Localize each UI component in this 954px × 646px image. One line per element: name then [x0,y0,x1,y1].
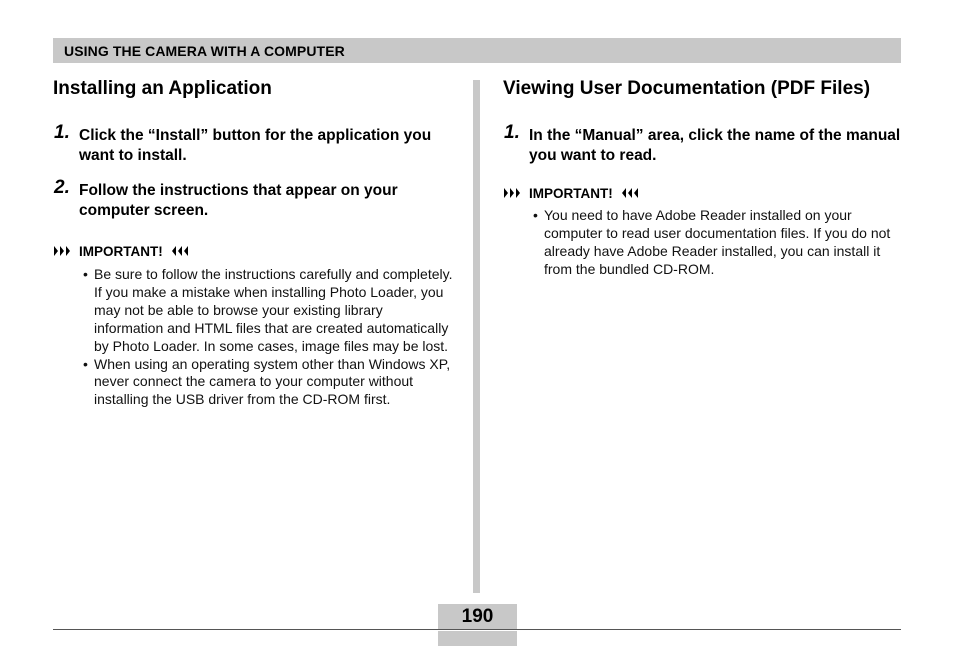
important-heading [503,184,903,202]
section-header-title: USING THE CAMERA WITH A COMPUTER [64,43,345,59]
important-bullet-list [533,207,903,279]
left-column [53,76,453,409]
page-number: 190 [461,606,494,627]
step-text: Click the “Install” button for the application you want to install. [79,127,432,164]
triple-arrow-left-icon [619,187,639,199]
triple-arrow-right-icon [503,187,523,199]
right-section-title: Viewing User Documentation (PDF Files) [503,78,871,99]
right-step-1 [503,122,903,166]
important-heading [53,242,453,260]
right-column [503,76,903,279]
step-number: 1. [504,122,520,143]
triple-arrow-left-icon [169,245,189,257]
left-step-1 [53,122,453,166]
triple-arrow-right-icon [53,245,73,257]
list-item: • Be sure to follow the instructions carefully and completely. If you make a mistake when installing Photo Loader, you may not be able to browse your existing library information and HTML files that are created automatically by Photo Loader. In some cases, image files may be lost. [83,266,453,356]
step-text: Follow the instructions that appear on your computer screen. [79,182,398,219]
section-header-bar [53,38,901,63]
step-number: 2. [54,177,70,198]
list-item: • You need to have Adobe Reader installed on your computer to read user documentation files. If you do not already have Adobe Reader installed, you can install it from the bundled CD-ROM. [533,207,903,279]
important-label: IMPORTANT! [79,243,163,259]
list-item: • When using an operating system other than Windows XP, never connect the camera to your computer without installing the USB driver from the CD-ROM first. [83,356,453,410]
important-bullet-list [83,266,453,409]
left-step-2 [53,177,453,221]
footer-rule [53,629,901,630]
page-number-tab-base [438,631,517,646]
left-section-title: Installing an Application [53,78,272,99]
step-number: 1. [54,122,70,143]
column-divider [473,80,480,593]
step-text: In the “Manual” area, click the name of the manual you want to read. [529,127,901,164]
important-label: IMPORTANT! [529,185,613,201]
